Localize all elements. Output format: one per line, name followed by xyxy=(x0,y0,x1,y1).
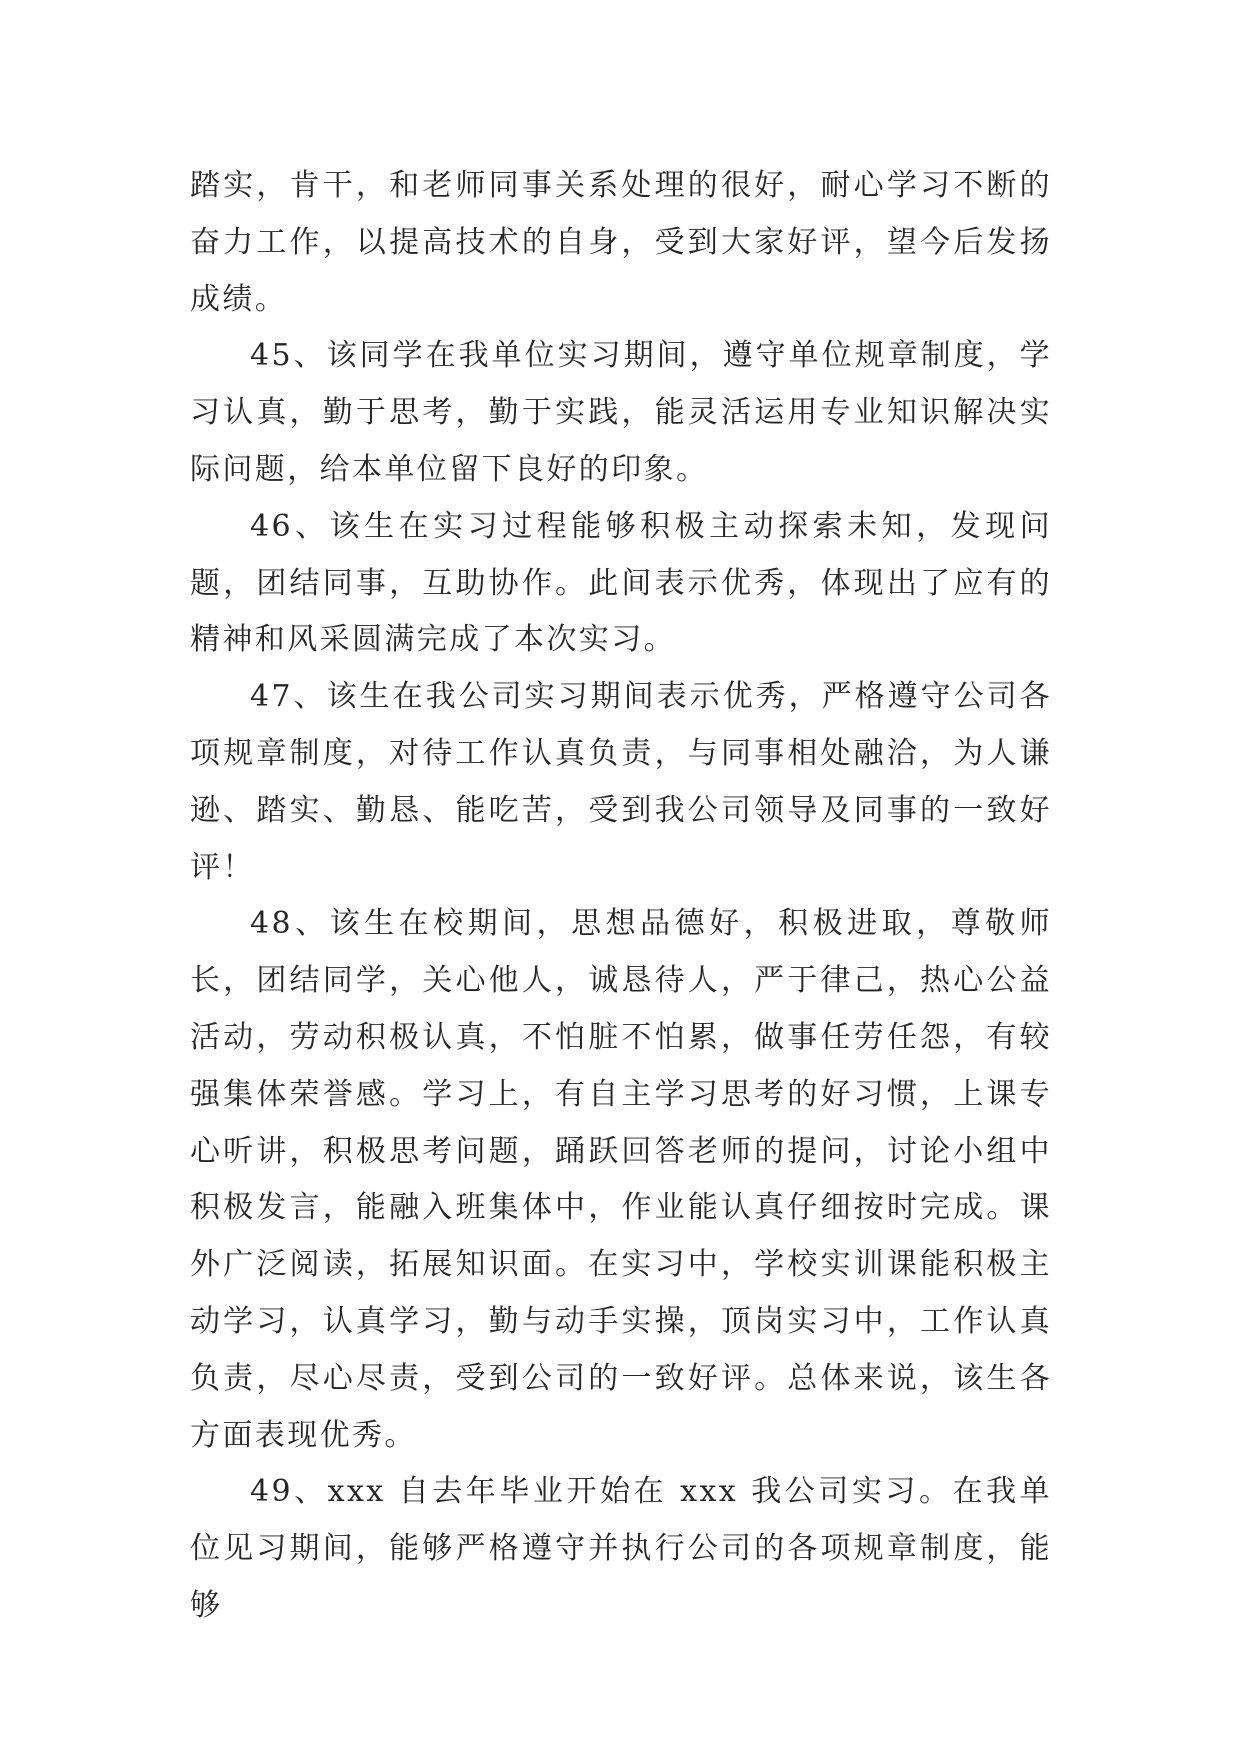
paragraph-47: 47、该生在我公司实习期间表示优秀，严格遵守公司各项规章制度，对待工作认真负责，与同事相处融洽，为人谦逊、踏实、勤恳、能吃苦，受到我公司领导及同事的一致好评！ xyxy=(190,679,1052,885)
paragraph-continuation: 踏实，肯干，和老师同事关系处理的很好，耐心学习不断的奋力工作，以提高技术的自身，受到大家好评，望今后发扬成绩。 xyxy=(190,168,1052,317)
document-body xyxy=(190,158,1052,1635)
paragraph-49: 49、xxx 自去年毕业开始在 xxx 我公司实习。在我单位见习期间，能够严格遵守并执行公司的各项规章制度，能够 xyxy=(190,1474,1052,1623)
paragraph-48: 48、该生在校期间，思想品德好，积极进取，尊敬师长，团结同学，关心他人，诚恳待人，严于律己，热心公益活动，劳动积极认真，不怕脏不怕累，做事任劳任怨，有较强集体荣誉感。学习上，有自主学习思考的好习惯，上课专心听讲，积极思考问题，踊跃回答老师的提问，讨论小组中积极发言，能融入班集体中，作业能认真仔细按时完成。课外广泛阅读，拓展知识面。在实习中，学校实训课能积极主动学习，认真学习，勤与动手实操，顶岗实习中，工作认真负责，尽心尽责，受到公司的一致好评。总体来说，该生各方面表现优秀。 xyxy=(190,906,1052,1453)
paragraph-46: 46、该生在实习过程能够积极主动探索未知，发现问题，团结同事，互助协作。此间表示优秀，体现出了应有的精神和风采圆满完成了本次实习。 xyxy=(190,508,1052,658)
paragraph-45: 45、该同学在我单位实习期间，遵守单位规章制度，学习认真，勤于思考，勤于实践，能灵活运用专业知识解决实际问题，给本单位留下良好的印象。 xyxy=(190,338,1052,487)
